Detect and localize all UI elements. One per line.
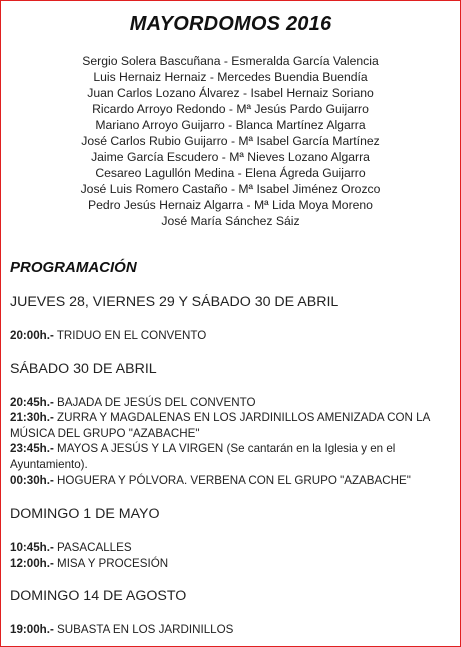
mayordomos-pair: Ricardo Arroyo Redondo - Mª Jesús Pardo Guijarro: [92, 102, 369, 116]
mayordomos-pair: José Carlos Rubio Guijarro - Mª Isabel García Martínez: [81, 134, 380, 148]
event-text: MAYOS A JESÚS Y LA VIRGEN (Se cantarán en la Iglesia y en el Ayuntamiento).: [10, 442, 396, 471]
day-heading: DOMINGO 14 DE AGOSTO: [10, 588, 187, 604]
event-item: [10, 622, 455, 638]
event-text: TRIDUO EN EL CONVENTO: [53, 329, 207, 342]
event-item: [10, 441, 455, 472]
day-heading: DOMINGO 1 DE MAYO: [10, 506, 160, 522]
event-time: 21:30h.-: [10, 411, 54, 424]
event-time: 00:30h.-: [10, 474, 54, 487]
mayordomos-pair: Cesareo Lagullón Medina - Elena Ágreda Guijarro: [95, 166, 366, 180]
mayordomos-pair: José María Sánchez Sáiz: [161, 214, 300, 228]
event-text: PASACALLES: [53, 541, 132, 554]
event-text: MISA Y PROCESIÓN: [53, 557, 169, 570]
mayordomos-pair: Pedro Jesús Hernaiz Algarra - Mª Lida Moya Moreno: [88, 198, 373, 212]
page-title: MAYORDOMOS 2016: [129, 13, 332, 35]
programacion-heading: PROGRAMACIÓN: [10, 259, 137, 276]
event-time: 19:00h.-: [10, 623, 54, 636]
event-time: 20:00h.-: [10, 329, 54, 342]
day-heading: SÁBADO 30 DE ABRIL: [10, 361, 157, 377]
event-time: 12:00h.-: [10, 557, 54, 570]
day-heading: JUEVES 28, VIERNES 29 Y SÁBADO 30 DE ABRIL: [10, 294, 339, 310]
event-item: [10, 540, 455, 556]
event-text: SUBASTA EN LOS JARDINILLOS: [53, 623, 234, 636]
mayordomos-pair: Juan Carlos Lozano Álvarez - Isabel Hernaiz Soriano: [87, 86, 374, 100]
event-text: HOGUERA Y PÓLVORA. VERBENA CON EL GRUPO "AZABACHE": [53, 474, 411, 487]
event-time: 23:45h.-: [10, 442, 54, 455]
mayordomos-pair: Jaime García Escudero - Mª Nieves Lozano Algarra: [91, 150, 370, 164]
event-item: [10, 395, 455, 411]
event-item: [10, 473, 455, 489]
mayordomos-pair: Mariano Arroyo Guijarro - Blanca Martínez Algarra: [95, 118, 366, 132]
mayordomos-pair: Luis Hernaiz Hernaiz - Mercedes Buendia Buendía: [93, 70, 368, 84]
event-time: 20:45h.-: [10, 396, 54, 409]
event-item: [10, 410, 455, 441]
event-text: BAJADA DE JESÚS DEL CONVENTO: [53, 396, 256, 409]
mayordomos-pair: Sergio Solera Bascuñana - Esmeralda García Valencia: [82, 54, 379, 68]
event-text: ZURRA Y MAGDALENAS EN LOS JARDINILLOS AMENIZADA CON LA MÚSICA DEL GRUPO "AZABACHE": [10, 411, 430, 440]
event-item: [10, 556, 455, 572]
mayordomos-list: [0, 53, 461, 229]
mayordomos-pair: José Luis Romero Castaño - Mª Isabel Jiménez Orozco: [80, 182, 381, 196]
event-time: 10:45h.-: [10, 541, 54, 554]
event-item: [10, 328, 455, 344]
